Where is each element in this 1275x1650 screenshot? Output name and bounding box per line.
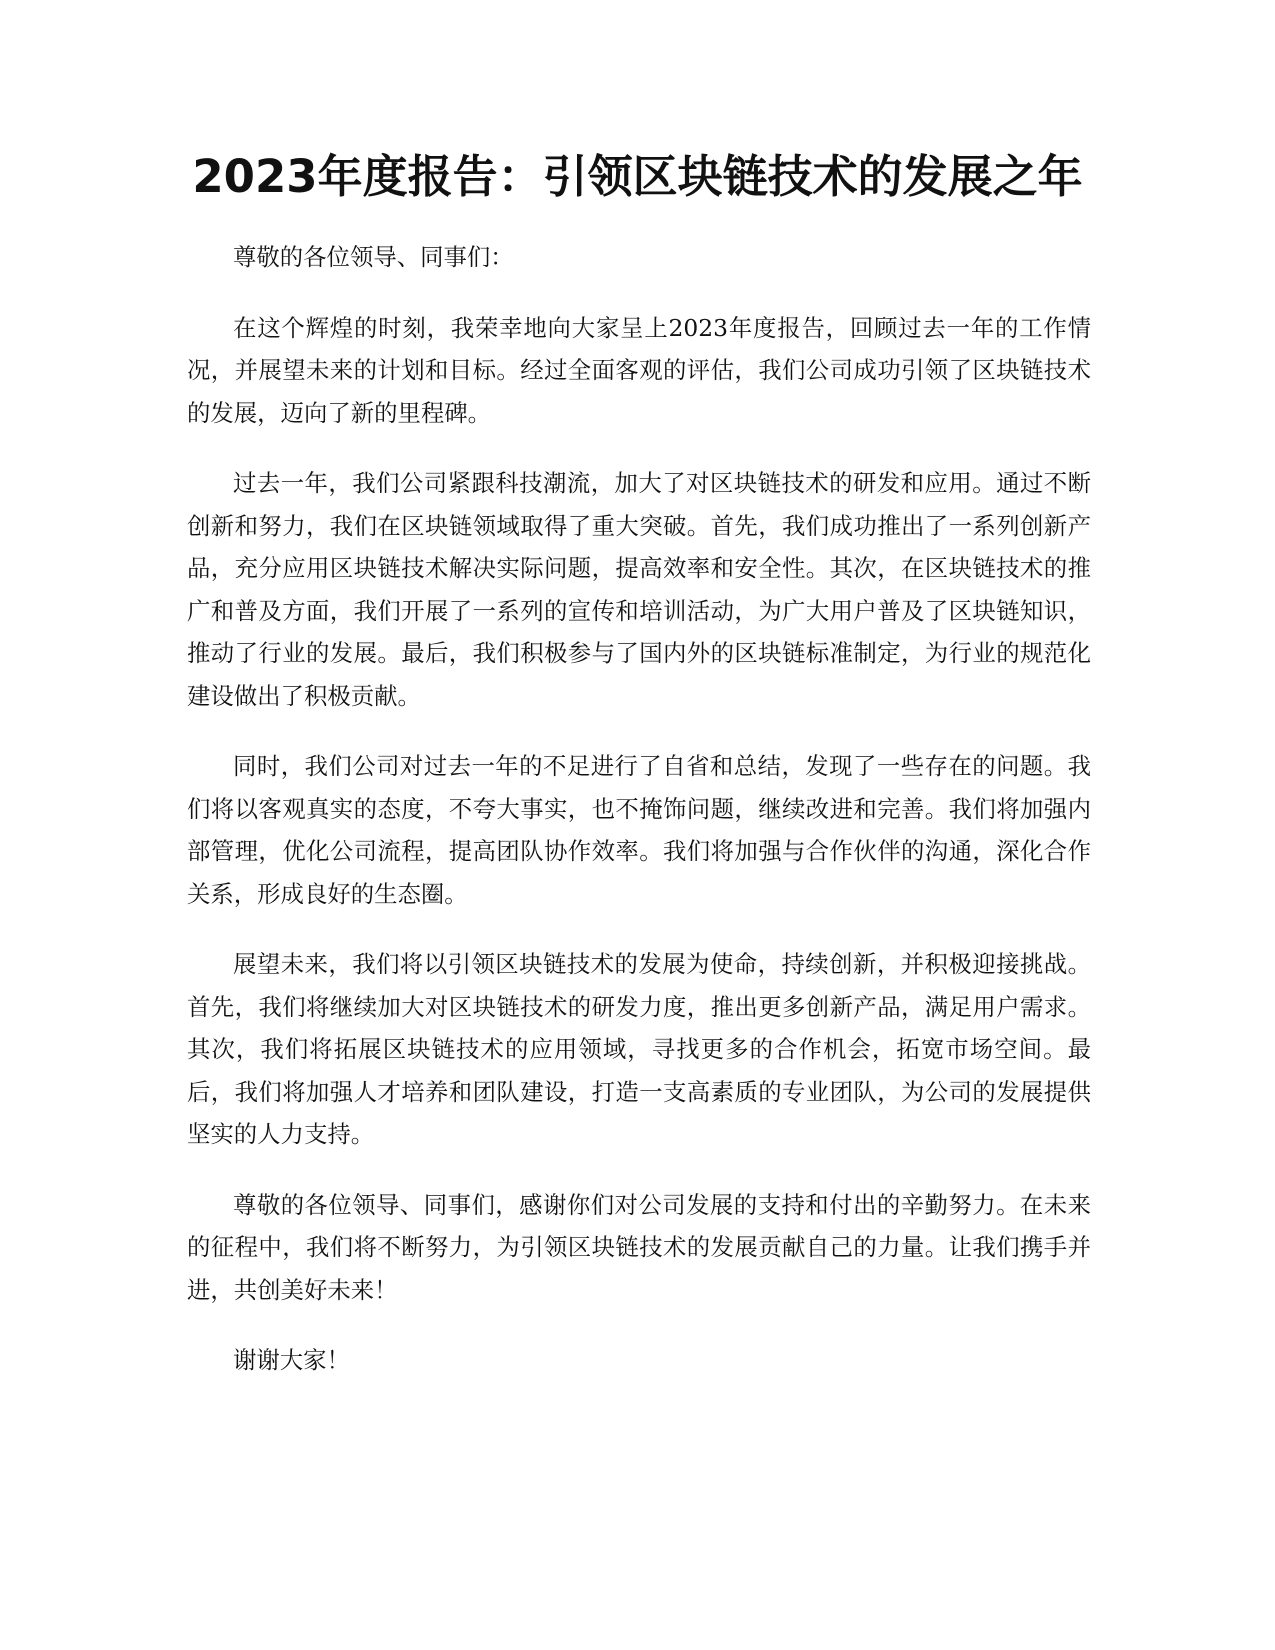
paragraph-achievements: 过去一年，我们公司紧跟科技潮流，加大了对区块链技术的研发和应用。通过不断创新和努力，我们在区块链领域取得了重大突破。首先，我们成功推出了一系列创新产品，充分应用区块链技术解决实际问题，提高效率和安全性。其次，在区块链技术的推广和普及方面，我们开展了一系列的宣传和培训活动，为广大用户普及了区块链知识，推动了行业的发展。最后，我们积极参与了国内外的区块链标准制定，为行业的规范化建设做出了积极贡献。 (187, 469, 1091, 710)
closing-paragraph: 谢谢大家！ (233, 1346, 350, 1374)
greeting-paragraph: 尊敬的各位领导、同事们： (233, 243, 514, 271)
paragraph-thanks: 尊敬的各位领导、同事们，感谢你们对公司发展的支持和付出的辛勤努力。在未来的征程中，我们将不断努力，为引领区块链技术的发展贡献自己的力量。让我们携手并进，共创美好未来！ (187, 1190, 1091, 1304)
paragraph-reflection: 同时，我们公司对过去一年的不足进行了自省和总结，发现了一些存在的问题。我们将以客观真实的态度，不夸大事实，也不掩饰问题，继续改进和完善。我们将加强内部管理，优化公司流程，提高团队协作效率。我们将加强与合作伙伴的沟通，深化合作关系，形成良好的生态圈。 (187, 752, 1091, 908)
document-body (187, 236, 1091, 1410)
paragraph-outlook: 展望未来，我们将以引领区块链技术的发展为使命，持续创新，并积极迎接挑战。首先，我们将继续加大对区块链技术的研发力度，推出更多创新产品，满足用户需求。其次，我们将拓展区块链技术的应用领域，寻找更多的合作机会，拓宽市场空间。最后，我们将加强人才培养和团队建设，打造一支高素质的专业团队，为公司的发展提供坚实的人力支持。 (187, 950, 1091, 1148)
document-title: 2023年度报告：引领区块链技术的发展之年 (192, 150, 1083, 203)
paragraph-intro: 在这个辉煌的时刻，我荣幸地向大家呈上2023年度报告，回顾过去一年的工作情况，并展望未来的计划和目标。经过全面客观的评估，我们公司成功引领了区块链技术的发展，迈向了新的里程碑。 (187, 313, 1091, 427)
